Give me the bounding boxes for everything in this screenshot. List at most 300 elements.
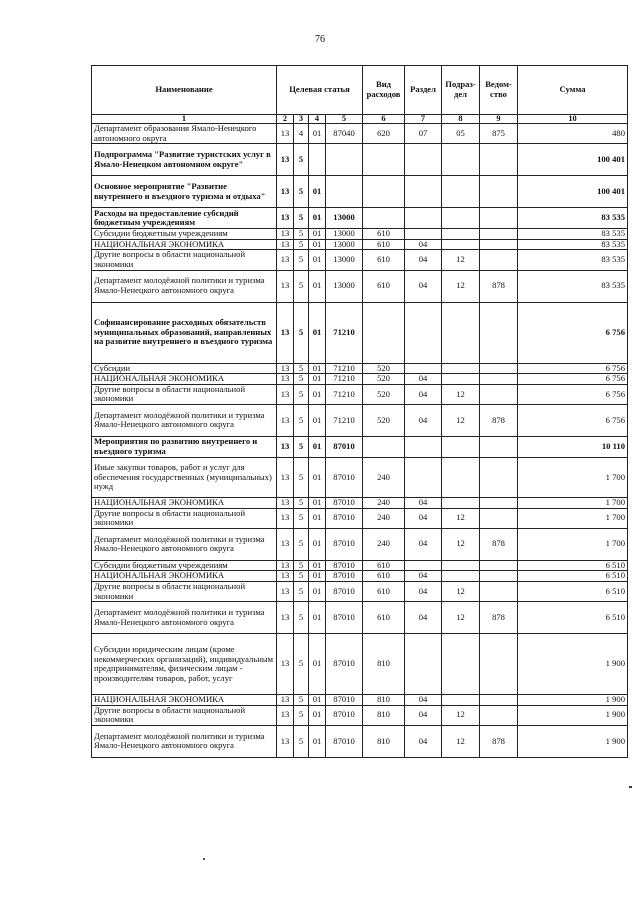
table-row bbox=[92, 270, 628, 302]
table-cell-razdel bbox=[405, 363, 442, 374]
table-cell-measure bbox=[309, 144, 326, 176]
table-cell-podrazdel: 12 bbox=[442, 250, 480, 270]
table-row bbox=[92, 176, 628, 208]
table-cell-direction: 87010 bbox=[326, 602, 363, 634]
table-cell-program: 13 bbox=[277, 571, 294, 582]
table-cell-sum: 83 535 bbox=[518, 229, 628, 240]
table-cell-razdel bbox=[405, 436, 442, 457]
table-cell-sum: 6 756 bbox=[518, 384, 628, 404]
table-cell-direction: 13000 bbox=[326, 208, 363, 229]
table-cell-measure: 01 bbox=[309, 436, 326, 457]
table-cell-subprogram: 5 bbox=[294, 571, 309, 582]
table-cell-measure: 01 bbox=[309, 374, 326, 385]
table-cell-vedomstvo bbox=[480, 497, 518, 508]
table-cell-podrazdel bbox=[442, 363, 480, 374]
table-cell-podrazdel: 12 bbox=[442, 528, 480, 560]
table-cell-name: Субсидии бюджетным учреждениям bbox=[92, 229, 277, 240]
table-cell-sum: 83 535 bbox=[518, 208, 628, 229]
table-cell-measure: 01 bbox=[309, 176, 326, 208]
table-cell-name: НАЦИОНАЛЬНАЯ ЭКОНОМИКА bbox=[92, 497, 277, 508]
table-cell-razdel bbox=[405, 144, 442, 176]
table-cell-name: НАЦИОНАЛЬНАЯ ЭКОНОМИКА bbox=[92, 239, 277, 250]
table-cell-vedomstvo bbox=[480, 302, 518, 363]
table-cell-direction: 71210 bbox=[326, 374, 363, 385]
table-cell-sum: 83 535 bbox=[518, 270, 628, 302]
header-razdel: Раздел bbox=[405, 66, 442, 115]
table-cell-subprogram: 5 bbox=[294, 497, 309, 508]
table-cell-direction bbox=[326, 176, 363, 208]
table-cell-program: 13 bbox=[277, 457, 294, 497]
table-cell-vid: 520 bbox=[363, 384, 405, 404]
header-row bbox=[92, 66, 628, 115]
table-cell-subprogram: 5 bbox=[294, 508, 309, 528]
table-cell-razdel: 07 bbox=[405, 124, 442, 144]
column-number: 7 bbox=[405, 115, 442, 124]
table-cell-vedomstvo bbox=[480, 144, 518, 176]
table-row bbox=[92, 602, 628, 634]
table-row bbox=[92, 229, 628, 240]
table-cell-vid: 610 bbox=[363, 250, 405, 270]
table-cell-program: 13 bbox=[277, 384, 294, 404]
table-cell-vedomstvo: 878 bbox=[480, 270, 518, 302]
table-cell-podrazdel: 12 bbox=[442, 404, 480, 436]
table-cell-subprogram: 4 bbox=[294, 124, 309, 144]
column-number: 8 bbox=[442, 115, 480, 124]
table-cell-vid: 810 bbox=[363, 725, 405, 757]
table-cell-podrazdel bbox=[442, 176, 480, 208]
table-cell-vid bbox=[363, 436, 405, 457]
table-cell-vedomstvo bbox=[480, 374, 518, 385]
table-row bbox=[92, 374, 628, 385]
table-row bbox=[92, 208, 628, 229]
table-cell-measure: 01 bbox=[309, 239, 326, 250]
page-number: 76 bbox=[315, 34, 325, 45]
table-cell-subprogram: 5 bbox=[294, 705, 309, 725]
table-cell-sum: 100 401 bbox=[518, 144, 628, 176]
table-cell-razdel: 04 bbox=[405, 602, 442, 634]
table-cell-vedomstvo: 878 bbox=[480, 528, 518, 560]
table-row bbox=[92, 497, 628, 508]
column-number: 5 bbox=[326, 115, 363, 124]
table-cell-measure: 01 bbox=[309, 302, 326, 363]
table-cell-razdel bbox=[405, 634, 442, 695]
table-cell-subprogram: 5 bbox=[294, 634, 309, 695]
table-cell-program: 13 bbox=[277, 695, 294, 706]
table-cell-program: 13 bbox=[277, 436, 294, 457]
table-cell-podrazdel bbox=[442, 229, 480, 240]
table-cell-sum: 1 700 bbox=[518, 508, 628, 528]
table-cell-sum: 1 900 bbox=[518, 634, 628, 695]
table-cell-measure: 01 bbox=[309, 363, 326, 374]
table-cell-sum: 100 401 bbox=[518, 176, 628, 208]
table-cell-vid: 240 bbox=[363, 508, 405, 528]
table-cell-direction: 13000 bbox=[326, 250, 363, 270]
table-cell-razdel: 04 bbox=[405, 508, 442, 528]
table-cell-vid bbox=[363, 208, 405, 229]
table-row bbox=[92, 302, 628, 363]
table-cell-name: Департамент образования Ямало-Ненецкого автономного округа bbox=[92, 124, 277, 144]
table-cell-subprogram: 5 bbox=[294, 695, 309, 706]
table-body bbox=[92, 124, 628, 758]
table-cell-podrazdel: 12 bbox=[442, 602, 480, 634]
table-cell-subprogram: 5 bbox=[294, 581, 309, 601]
table-cell-program: 13 bbox=[277, 560, 294, 571]
table-cell-sum: 6 756 bbox=[518, 374, 628, 385]
column-number-row bbox=[92, 115, 628, 124]
table-cell-razdel: 04 bbox=[405, 528, 442, 560]
header-sum: Сумма bbox=[518, 66, 628, 115]
table-cell-podrazdel bbox=[442, 695, 480, 706]
table-cell-podrazdel bbox=[442, 208, 480, 229]
table-cell-podrazdel: 12 bbox=[442, 705, 480, 725]
table-cell-sum: 6 510 bbox=[518, 571, 628, 582]
table-row bbox=[92, 384, 628, 404]
column-number: 9 bbox=[480, 115, 518, 124]
table-cell-sum: 10 110 bbox=[518, 436, 628, 457]
table-cell-vid: 610 bbox=[363, 239, 405, 250]
table-cell-name: Субсидии bbox=[92, 363, 277, 374]
table-cell-direction bbox=[326, 144, 363, 176]
table-cell-vid bbox=[363, 176, 405, 208]
table-row bbox=[92, 250, 628, 270]
table-cell-podrazdel bbox=[442, 436, 480, 457]
table-cell-podrazdel bbox=[442, 239, 480, 250]
table-cell-program: 13 bbox=[277, 508, 294, 528]
table-cell-measure: 01 bbox=[309, 404, 326, 436]
table-cell-vedomstvo bbox=[480, 208, 518, 229]
column-number: 6 bbox=[363, 115, 405, 124]
table-cell-sum: 6 510 bbox=[518, 602, 628, 634]
column-number: 2 bbox=[277, 115, 294, 124]
table-cell-name: Основное мероприятие "Развитие внутреннего и въездного туризма и отдыха" bbox=[92, 176, 277, 208]
table-cell-direction: 87010 bbox=[326, 528, 363, 560]
table-cell-measure: 01 bbox=[309, 384, 326, 404]
table-cell-vedomstvo bbox=[480, 581, 518, 601]
table-cell-direction: 87010 bbox=[326, 497, 363, 508]
table-cell-name: НАЦИОНАЛЬНАЯ ЭКОНОМИКА bbox=[92, 571, 277, 582]
table-row bbox=[92, 705, 628, 725]
header-vedomstvo bbox=[480, 66, 518, 115]
table-cell-name: Департамент молодёжной политики и туризма Ямало-Ненецкого автономного округа bbox=[92, 725, 277, 757]
table-cell-subprogram: 5 bbox=[294, 144, 309, 176]
table-cell-program: 13 bbox=[277, 229, 294, 240]
table-row bbox=[92, 725, 628, 757]
table-cell-program: 13 bbox=[277, 176, 294, 208]
table-cell-razdel: 04 bbox=[405, 571, 442, 582]
table-cell-subprogram: 5 bbox=[294, 560, 309, 571]
table-cell-podrazdel: 12 bbox=[442, 725, 480, 757]
table-cell-subprogram: 5 bbox=[294, 229, 309, 240]
table-cell-podrazdel bbox=[442, 302, 480, 363]
table-cell-vedomstvo bbox=[480, 571, 518, 582]
table-cell-vid: 240 bbox=[363, 528, 405, 560]
table-cell-program: 13 bbox=[277, 270, 294, 302]
table-cell-program: 13 bbox=[277, 302, 294, 363]
table-cell-sum: 6 510 bbox=[518, 560, 628, 571]
table-row bbox=[92, 144, 628, 176]
table-cell-razdel bbox=[405, 229, 442, 240]
table-cell-razdel: 04 bbox=[405, 581, 442, 601]
table-cell-vedomstvo bbox=[480, 457, 518, 497]
table-cell-vid: 810 bbox=[363, 634, 405, 695]
table-cell-vid: 520 bbox=[363, 363, 405, 374]
table-row bbox=[92, 508, 628, 528]
table-row bbox=[92, 571, 628, 582]
table-cell-program: 13 bbox=[277, 497, 294, 508]
table-cell-razdel: 04 bbox=[405, 497, 442, 508]
table-cell-name: Другие вопросы в области национальной экономики bbox=[92, 384, 277, 404]
table-cell-program: 13 bbox=[277, 602, 294, 634]
table-cell-podrazdel: 12 bbox=[442, 508, 480, 528]
table-cell-sum: 6 510 bbox=[518, 581, 628, 601]
table-cell-program: 13 bbox=[277, 208, 294, 229]
table-cell-name: Департамент молодёжной политики и туризма Ямало-Ненецкого автономного округа bbox=[92, 270, 277, 302]
table-cell-subprogram: 5 bbox=[294, 302, 309, 363]
table-cell-direction: 13000 bbox=[326, 239, 363, 250]
table-cell-vedomstvo bbox=[480, 250, 518, 270]
table-cell-razdel: 04 bbox=[405, 374, 442, 385]
table-cell-direction: 87010 bbox=[326, 560, 363, 571]
table-cell-vedomstvo bbox=[480, 229, 518, 240]
table-cell-subprogram: 5 bbox=[294, 363, 309, 374]
table-cell-direction: 71210 bbox=[326, 384, 363, 404]
table-cell-vid: 810 bbox=[363, 705, 405, 725]
table-cell-program: 13 bbox=[277, 363, 294, 374]
table-cell-razdel bbox=[405, 560, 442, 571]
table-cell-sum: 83 535 bbox=[518, 239, 628, 250]
table-cell-name: Мероприятия по развитию внутреннего и въездного туризма bbox=[92, 436, 277, 457]
table-cell-direction: 71210 bbox=[326, 404, 363, 436]
header-name: Наименование bbox=[92, 66, 277, 115]
column-number: 3 bbox=[294, 115, 309, 124]
table-cell-measure: 01 bbox=[309, 602, 326, 634]
table-row bbox=[92, 560, 628, 571]
table-cell-direction: 71210 bbox=[326, 302, 363, 363]
table-cell-razdel bbox=[405, 457, 442, 497]
table-cell-vid: 520 bbox=[363, 374, 405, 385]
table-row bbox=[92, 528, 628, 560]
table-cell-direction: 87040 bbox=[326, 124, 363, 144]
table-cell-vid: 810 bbox=[363, 695, 405, 706]
table-cell-sum: 1 700 bbox=[518, 457, 628, 497]
table-cell-subprogram: 5 bbox=[294, 528, 309, 560]
table-cell-razdel: 04 bbox=[405, 695, 442, 706]
table-cell-razdel: 04 bbox=[405, 270, 442, 302]
table-cell-direction: 87010 bbox=[326, 457, 363, 497]
table-cell-subprogram: 5 bbox=[294, 602, 309, 634]
table-cell-sum: 1 700 bbox=[518, 497, 628, 508]
table-row bbox=[92, 634, 628, 695]
table-cell-vedomstvo bbox=[480, 634, 518, 695]
table-cell-program: 13 bbox=[277, 404, 294, 436]
table-cell-subprogram: 5 bbox=[294, 176, 309, 208]
table-cell-name: Другие вопросы в области национальной экономики bbox=[92, 581, 277, 601]
table-cell-razdel bbox=[405, 302, 442, 363]
table-row bbox=[92, 239, 628, 250]
column-number: 10 bbox=[518, 115, 628, 124]
table-row bbox=[92, 695, 628, 706]
table-cell-direction: 13000 bbox=[326, 270, 363, 302]
table-cell-vid: 610 bbox=[363, 270, 405, 302]
table-cell-sum: 480 bbox=[518, 124, 628, 144]
table-cell-razdel: 04 bbox=[405, 239, 442, 250]
table-cell-vid bbox=[363, 144, 405, 176]
table-cell-program: 13 bbox=[277, 124, 294, 144]
table-cell-measure: 01 bbox=[309, 705, 326, 725]
table-cell-sum: 83 535 bbox=[518, 250, 628, 270]
table-row bbox=[92, 436, 628, 457]
header-podrazdel-line1: Подраз- bbox=[445, 79, 476, 90]
header-vid-line2: расходов bbox=[366, 89, 401, 99]
table-cell-name: НАЦИОНАЛЬНАЯ ЭКОНОМИКА bbox=[92, 374, 277, 385]
table-cell-sum: 1 700 bbox=[518, 528, 628, 560]
table-cell-measure: 01 bbox=[309, 250, 326, 270]
table-cell-program: 13 bbox=[277, 528, 294, 560]
table-cell-sum: 6 756 bbox=[518, 363, 628, 374]
table-row bbox=[92, 457, 628, 497]
table-cell-program: 13 bbox=[277, 705, 294, 725]
table-cell-sum: 1 900 bbox=[518, 705, 628, 725]
table-cell-podrazdel: 12 bbox=[442, 581, 480, 601]
header-vedomstvo-line2: ство bbox=[490, 89, 507, 99]
table-cell-name: Софинансирование расходных обязательств муниципальных образований, направленных на развитие внутреннего и въездного туризма bbox=[92, 302, 277, 363]
table-cell-measure: 01 bbox=[309, 208, 326, 229]
table-cell-podrazdel bbox=[442, 571, 480, 582]
table-cell-razdel: 04 bbox=[405, 725, 442, 757]
table-cell-measure: 01 bbox=[309, 571, 326, 582]
table-cell-measure: 01 bbox=[309, 270, 326, 302]
table-cell-vedomstvo bbox=[480, 695, 518, 706]
table-cell-vid bbox=[363, 302, 405, 363]
table-cell-name: Другие вопросы в области национальной экономики bbox=[92, 250, 277, 270]
table-cell-name: НАЦИОНАЛЬНАЯ ЭКОНОМИКА bbox=[92, 695, 277, 706]
table-cell-program: 13 bbox=[277, 634, 294, 695]
table-row bbox=[92, 581, 628, 601]
table-cell-subprogram: 5 bbox=[294, 404, 309, 436]
table-cell-vid: 520 bbox=[363, 404, 405, 436]
table-cell-vid: 240 bbox=[363, 497, 405, 508]
table-cell-sum: 6 756 bbox=[518, 302, 628, 363]
table-cell-vedomstvo: 878 bbox=[480, 725, 518, 757]
table-cell-measure: 01 bbox=[309, 457, 326, 497]
table-cell-podrazdel: 12 bbox=[442, 384, 480, 404]
table-cell-vedomstvo bbox=[480, 239, 518, 250]
table-cell-direction: 87010 bbox=[326, 581, 363, 601]
table-cell-vedomstvo: 878 bbox=[480, 404, 518, 436]
table-cell-measure: 01 bbox=[309, 581, 326, 601]
table-cell-program: 13 bbox=[277, 144, 294, 176]
table-cell-vedomstvo bbox=[480, 384, 518, 404]
table-cell-podrazdel: 12 bbox=[442, 270, 480, 302]
table-cell-measure: 01 bbox=[309, 497, 326, 508]
table-cell-program: 13 bbox=[277, 250, 294, 270]
table-cell-podrazdel bbox=[442, 457, 480, 497]
table-cell-vid: 620 bbox=[363, 124, 405, 144]
header-podrazdel bbox=[442, 66, 480, 115]
table-cell-subprogram: 5 bbox=[294, 250, 309, 270]
table-cell-vid: 610 bbox=[363, 602, 405, 634]
table-cell-vid: 610 bbox=[363, 229, 405, 240]
table-cell-podrazdel bbox=[442, 560, 480, 571]
table-cell-subprogram: 5 bbox=[294, 436, 309, 457]
table-cell-vedomstvo bbox=[480, 176, 518, 208]
table-cell-sum: 6 756 bbox=[518, 404, 628, 436]
table-cell-vedomstvo bbox=[480, 363, 518, 374]
table-cell-subprogram: 5 bbox=[294, 208, 309, 229]
table-cell-direction: 13000 bbox=[326, 229, 363, 240]
table-cell-direction: 87010 bbox=[326, 571, 363, 582]
table-cell-measure: 01 bbox=[309, 725, 326, 757]
table-cell-measure: 01 bbox=[309, 229, 326, 240]
table-cell-podrazdel bbox=[442, 634, 480, 695]
table-cell-name: Расходы на предоставление субсидий бюджетным учреждениям bbox=[92, 208, 277, 229]
table-row bbox=[92, 404, 628, 436]
table-cell-measure: 01 bbox=[309, 528, 326, 560]
table-cell-name: Субсидии юридическим лицам (кроме некоммерческих организаций), индивидуальным предпринимателям, физическим лицам - производителям товаров, работ, услуг bbox=[92, 634, 277, 695]
table-cell-measure: 01 bbox=[309, 508, 326, 528]
table-cell-subprogram: 5 bbox=[294, 725, 309, 757]
table-cell-name: Департамент молодёжной политики и туризма Ямало-Ненецкого автономного округа bbox=[92, 602, 277, 634]
table-cell-program: 13 bbox=[277, 374, 294, 385]
header-vedomstvo-line1: Ведом- bbox=[485, 79, 512, 90]
column-number: 1 bbox=[92, 115, 277, 124]
table-cell-vedomstvo: 878 bbox=[480, 602, 518, 634]
table-cell-podrazdel bbox=[442, 497, 480, 508]
table-cell-subprogram: 5 bbox=[294, 239, 309, 250]
table-cell-program: 13 bbox=[277, 239, 294, 250]
table-cell-vedomstvo: 875 bbox=[480, 124, 518, 144]
header-target: Целевая статья bbox=[277, 66, 363, 115]
table-cell-name: Иные закупки товаров, работ и услуг для обеспечения государственных (муниципальных) нужд bbox=[92, 457, 277, 497]
table-cell-program: 13 bbox=[277, 581, 294, 601]
table-cell-vedomstvo bbox=[480, 436, 518, 457]
table-row bbox=[92, 124, 628, 144]
table-cell-podrazdel: 05 bbox=[442, 124, 480, 144]
table-cell-subprogram: 5 bbox=[294, 457, 309, 497]
table-cell-measure: 01 bbox=[309, 560, 326, 571]
table-cell-direction: 87010 bbox=[326, 634, 363, 695]
table-cell-podrazdel bbox=[442, 144, 480, 176]
table-cell-razdel bbox=[405, 208, 442, 229]
header-podrazdel-line2: дел bbox=[454, 89, 467, 99]
table-row bbox=[92, 363, 628, 374]
header-vid-line1: Вид bbox=[376, 79, 392, 90]
table-cell-vedomstvo bbox=[480, 560, 518, 571]
table-cell-vid: 610 bbox=[363, 560, 405, 571]
table-cell-subprogram: 5 bbox=[294, 374, 309, 385]
table-cell-vedomstvo bbox=[480, 508, 518, 528]
table-cell-direction: 71210 bbox=[326, 363, 363, 374]
table-cell-measure: 01 bbox=[309, 695, 326, 706]
table-cell-direction: 87010 bbox=[326, 725, 363, 757]
table-cell-measure: 01 bbox=[309, 634, 326, 695]
table-cell-vid: 610 bbox=[363, 581, 405, 601]
table-cell-vid: 240 bbox=[363, 457, 405, 497]
table-cell-direction: 87010 bbox=[326, 705, 363, 725]
table-cell-name: Субсидии бюджетным учреждениям bbox=[92, 560, 277, 571]
table-cell-name: Другие вопросы в области национальной экономики bbox=[92, 508, 277, 528]
table-cell-program: 13 bbox=[277, 725, 294, 757]
table-cell-vedomstvo bbox=[480, 705, 518, 725]
table-cell-podrazdel bbox=[442, 374, 480, 385]
column-number: 4 bbox=[309, 115, 326, 124]
budget-table bbox=[91, 65, 628, 758]
table-cell-direction: 87010 bbox=[326, 436, 363, 457]
table-cell-subprogram: 5 bbox=[294, 270, 309, 302]
table-cell-razdel: 04 bbox=[405, 705, 442, 725]
table-cell-name: Департамент молодёжной политики и туризма Ямало-Ненецкого автономного округа bbox=[92, 528, 277, 560]
table-cell-name: Другие вопросы в области национальной экономики bbox=[92, 705, 277, 725]
